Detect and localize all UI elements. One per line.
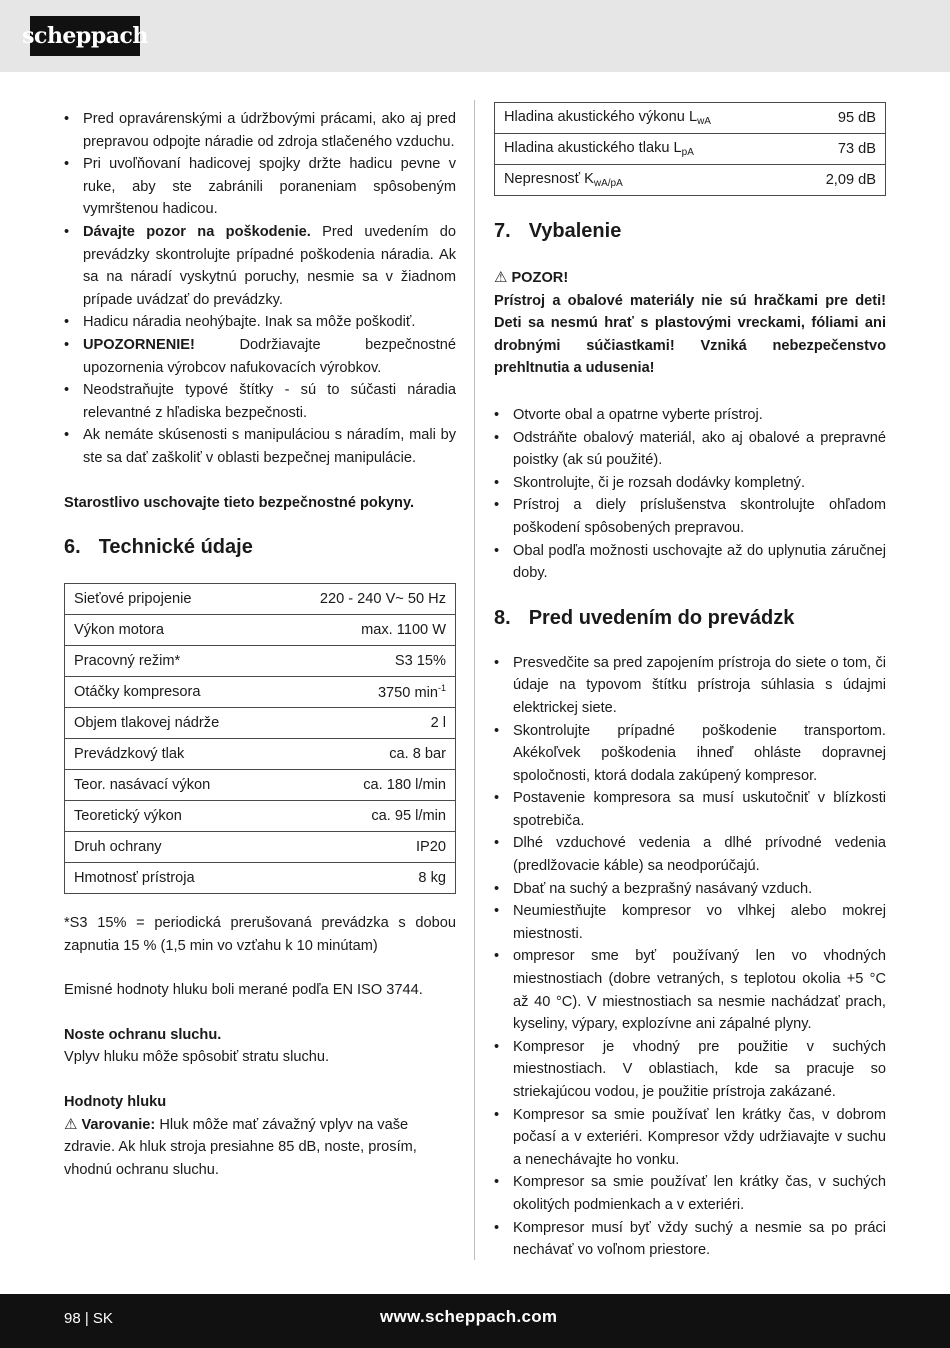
pozor-text: Prístroj a obalové materiály nie sú hračkami pre deti! Deti sa nesmú hrať s plastovými vreckami, fóliami ani drobnými súčiastkami! Vzniká nebezpečenstvo prehltnutia a udusenia!	[494, 292, 886, 377]
left-column	[64, 108, 456, 1181]
keep-instructions-note: Starostlivo uschovajte tieto bezpečnostné pokyny.	[64, 494, 415, 511]
ear-protection-bold: Noste ochranu sluchu.	[64, 1026, 222, 1043]
value-text: ca. 95 l/min	[371, 808, 446, 825]
list-item: • Prístroj a diely príslušenstva skontrolujte ohľadom poškodení spôsobených prepravou.	[494, 494, 886, 539]
table-row	[65, 677, 456, 708]
row-value	[272, 584, 455, 615]
column-divider	[474, 100, 475, 1260]
value-text: 220 - 240 V~ 50 Hz	[319, 591, 446, 608]
value-superscript: -1	[437, 683, 446, 694]
list-item: • Kompresor musí byť vždy suchý a nesmie sa po práci nechávať vo voľnom priestore.	[494, 1217, 886, 1262]
row-label	[495, 165, 795, 196]
bullet-text: Pred uvedením do prevádzky skontrolujte prípadné poškodenia náradia. Ak sa na náradí vyskytnú poruchy, nesmie sa v žiadnom prípade uvádzať do prevádzky.	[83, 223, 456, 308]
value-text: 3750 min	[377, 685, 438, 702]
list-item: • Presvedčite sa pred zapojením prístroja do siete o tom, či údaje na typovom štítku prístroja súhlasia s údajmi elektrickej siete.	[494, 652, 886, 720]
pozor-warning	[494, 267, 886, 290]
section-number: 6.	[64, 536, 81, 559]
section-number: 7.	[494, 220, 511, 242]
row-value: 73 dB	[794, 134, 885, 165]
unpack-bullets	[494, 404, 886, 585]
section-number: 8.	[494, 606, 511, 629]
row-value: 2,09 dB	[794, 165, 885, 196]
row-label: Otáčky kompresora	[65, 677, 273, 708]
row-value	[272, 677, 455, 708]
row-value	[272, 615, 455, 646]
section-8-heading	[494, 607, 886, 630]
right-column	[494, 102, 886, 1262]
row-value	[272, 801, 455, 832]
label-subscript: wA	[697, 116, 711, 127]
table-row	[495, 103, 886, 134]
value-text: IP20	[415, 839, 446, 856]
page-number-value: 98	[64, 1310, 81, 1327]
list-item: • Odstráňte obalový materiál, ako aj obalové a prepravné poistky (ak sú použité).	[494, 427, 886, 472]
table-row	[65, 832, 456, 863]
pozor-label: POZOR!	[511, 270, 569, 286]
warning-triangle-icon: ⚠	[64, 1115, 78, 1133]
table-row	[65, 801, 456, 832]
value-text: 2 l	[430, 715, 446, 732]
row-label	[495, 134, 795, 165]
list-item: • Hadicu náradia neohýbajte. Inak sa môže poškodiť.	[64, 311, 456, 334]
section-7-heading	[494, 220, 886, 243]
ear-protection	[64, 1024, 456, 1069]
row-label: Výkon motora	[65, 615, 273, 646]
value-text: S3 15%	[394, 653, 446, 670]
page-header	[0, 0, 950, 72]
row-value	[272, 770, 455, 801]
row-value	[272, 708, 455, 739]
label-text: Hladina akustického tlaku L	[504, 140, 682, 156]
row-value	[272, 863, 455, 894]
list-item: • Kompresor sa smie používať len krátky čas, v dobrom počasí a v exteriéri. Kompresor vždy udržiavajte v suchu a nenechávajte ho vonku.	[494, 1104, 886, 1172]
list-item: • Postavenie kompresora sa musí uskutočniť v blízkosti spotrebiča.	[494, 787, 886, 832]
list-item: • Pred opravárenskými a údržbovými prácami, ako aj pred prepravou odpojte náradie od zdroja stlačeného vzduchu.	[64, 108, 456, 153]
list-item	[64, 221, 456, 311]
table-row	[65, 770, 456, 801]
row-label: Prevádzkový tlak	[65, 739, 273, 770]
row-label: Objem tlakovej nádrže	[65, 708, 273, 739]
bullet-bold-lead: UPOZORNENIE!	[83, 336, 195, 353]
startup-bullets	[494, 652, 886, 1262]
row-label: Hmotnosť prístroja	[65, 863, 273, 894]
bullet-bold-lead: Dávajte pozor na poškodenie.	[83, 223, 311, 240]
row-value	[272, 832, 455, 863]
list-item: • Neumiestňujte kompresor vo vlhkej alebo mokrej miestnosti.	[494, 900, 886, 945]
value-text: ca. 180 l/min	[363, 777, 446, 794]
noise-values-block	[64, 1091, 456, 1181]
row-label: Sieťové pripojenie	[65, 584, 273, 615]
section-6-heading	[64, 536, 456, 559]
list-item: • Pri uvoľňovaní hadicovej spojky držte hadicu pevne v ruke, aby ste zabránili poraneniam spôsobeným vymrštenou hadicou.	[64, 153, 456, 221]
value-text: max. 1100 W	[361, 622, 446, 639]
row-value: 95 dB	[794, 103, 885, 134]
label-text: Nepresnosť K	[504, 171, 594, 187]
language-code: SK	[92, 1310, 113, 1327]
safety-bullets	[64, 108, 456, 470]
label-text: Hladina akustického výkonu L	[504, 109, 698, 125]
website-url[interactable]: www.scheppach.com	[380, 1307, 558, 1326]
row-value	[272, 646, 455, 677]
label-subscript: pA	[681, 147, 694, 158]
list-item: • Neodstraňujte typové štítky - sú to súčasti náradia relevantné z hľadiska bezpečnosti.	[64, 379, 456, 424]
list-item: • ompresor sme byť používaný len vo vhodných miestnostiach (dobre vetraných, s teplotou okolia +5 °C až 40 °C). V miestnostiach sa nesmie nachádzať prach, kyseliny, výpary, explozívne ani zápalné plyny.	[494, 945, 886, 1035]
table-row	[495, 165, 886, 196]
warning-text: Hluk môže mať závažný vplyv na vaše zdravie. Ak hluk stroja presiahne 85 dB, noste, prosím, vhodnú ochranu sluchu.	[64, 1116, 417, 1178]
list-item: • Dbať na suchý a bezprašný nasávaný vzduch.	[494, 878, 886, 901]
table-row	[495, 134, 886, 165]
bullet-text: Dodržiavajte bezpečnostné upozornenia výrobcov nafukovacích výrobkov.	[83, 336, 456, 376]
value-text: 8 kg	[418, 870, 446, 887]
value-text: ca. 8 bar	[389, 746, 446, 763]
list-item: • Ak nemáte skúsenosti s manipuláciou s náradím, mali by ste sa dať zaškoliť v oblasti bezpečnej manipulácie.	[64, 424, 456, 469]
warning-triangle-icon: ⚠	[494, 269, 508, 286]
noise-heading: Hodnoty hluku	[64, 1094, 167, 1111]
table-row	[65, 863, 456, 894]
list-item	[64, 334, 456, 379]
section-title: Technické údaje	[98, 536, 253, 559]
section-title: Vybalenie	[528, 220, 622, 242]
row-label: Pracovný režim*	[65, 646, 273, 677]
list-item: • Kompresor je vhodný pre použitie v suchých miestnostiach. V oblastiach, kde sa pracuje so striekajúcou vodou, je použitie prístroja zakázané.	[494, 1036, 886, 1104]
table-row	[65, 615, 456, 646]
section-title: Pred uvedením do prevádzk	[528, 606, 795, 629]
row-value	[272, 739, 455, 770]
list-item: • Kompresor sa smie používať len krátky čas, v suchých okolitých podmienkach a v exteriéri.	[494, 1171, 886, 1216]
table-row	[65, 708, 456, 739]
table-row	[65, 646, 456, 677]
technical-data-table	[64, 583, 456, 894]
footnote: *S3 15% = periodická prerušovaná prevádzka s dobou zapnutia 15 % (1,5 min vo vzťahu k 10 minútam)	[64, 915, 456, 954]
list-item: • Otvorte obal a opatrne vyberte prístroj.	[494, 404, 886, 427]
row-label	[495, 103, 795, 134]
list-item: • Skontrolujte, či je rozsah dodávky kompletný.	[494, 472, 886, 495]
warning-label: Varovanie:	[81, 1116, 156, 1133]
list-item: • Skontrolujte prípadné poškodenie transportom. Akékoľvek poškodenia ihneď ohláste dopravnej spoločnosti, ktorá dodala zakúpený kompresor.	[494, 720, 886, 788]
row-label: Teor. nasávací výkon	[65, 770, 273, 801]
ear-protection-text: Vplyv hluku môže spôsobiť stratu sluchu.	[64, 1049, 330, 1066]
emission-note: Emisné hodnoty hluku boli merané podľa EN ISO 3744.	[64, 982, 423, 999]
list-item: • Dlhé vzduchové vedenia a dlhé prívodné vedenia (predlžovacie káble) sa neodporúčajú.	[494, 832, 886, 877]
list-item: • Obal podľa možnosti uschovajte až do uplynutia záručnej doby.	[494, 540, 886, 585]
noise-table	[494, 102, 886, 196]
row-label: Druh ochrany	[65, 832, 273, 863]
label-subscript: wA/pA	[593, 178, 623, 189]
table-row	[65, 584, 456, 615]
row-label: Teoretický výkon	[65, 801, 273, 832]
table-row	[65, 739, 456, 770]
scheppach-logo: scheppach	[30, 16, 140, 56]
page-number: 98 | SK	[64, 1310, 113, 1327]
page-footer	[0, 1294, 950, 1348]
